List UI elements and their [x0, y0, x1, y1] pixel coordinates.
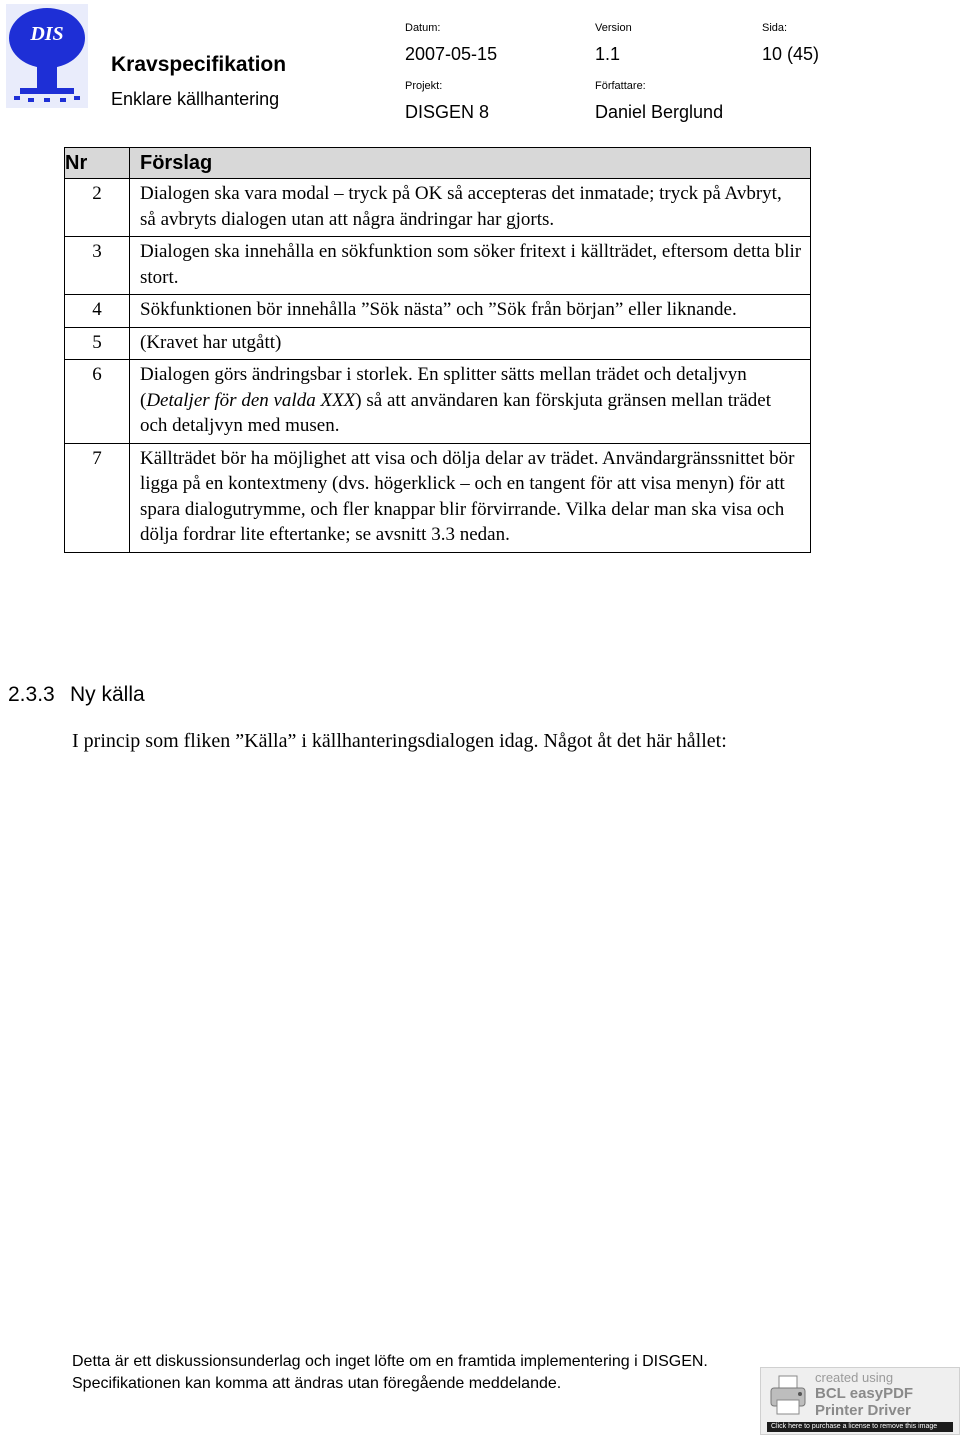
row-text: Dialogen ska innehålla en sökfunktion som söker fritext i källträdet, eftersom detta blir stort. [130, 237, 811, 295]
section-number: 2.3.3 [8, 683, 55, 706]
row-text-part: ) så att användaren kan förskjuta gränsen mellan trädet och detaljvyn med musen. [140, 389, 772, 436]
section-title: Ny källa [70, 683, 145, 706]
row-number: 6 [65, 360, 130, 444]
document-title: Kravspecifikation [111, 53, 287, 76]
badge-line: BCL easyPDF [815, 1385, 914, 1402]
badge-purchase-link[interactable]: Click here to purchase a license to remove this image [767, 1422, 953, 1432]
badge-line: Printer Driver [815, 1402, 911, 1419]
row-number: 2 [65, 179, 130, 237]
column-header-proposal: Förslag [130, 148, 811, 179]
row-text: Dialogen ska vara modal – tryck på OK så accepteras det inmatade; tryck på Avbryt, så avbryts dialogen utan att några ändringar har gjorts. [130, 179, 811, 237]
printer-icon [769, 1374, 809, 1418]
row-text-italic: Detaljer för den valda XXX [146, 389, 356, 411]
project-value: DISGEN 8 [405, 102, 490, 122]
footer-line: Detta är ett diskussionsunderlag och inget löfte om en framtida implementering i DISGEN. [72, 1353, 708, 1370]
table-header-row [65, 148, 811, 179]
row-text: Källträdet bör ha möjlighet att visa och dölja delar av trädet. Användargränssnittet bör ligga på en kontextmeny (dvs. högerklick – och en tangent för att visa menyn) för att spara dialogutrymme, och fler knappar blir förvirrande. Vilka delar man ska visa och dölja fordrar lite eftertanke; se avsnitt 3.3 nedan. [130, 443, 811, 552]
table-row [65, 443, 811, 552]
version-value: 1.1 [595, 44, 621, 64]
project-label: Projekt: [405, 80, 443, 92]
requirements-table [64, 147, 811, 553]
row-number: 4 [65, 295, 130, 328]
footer-line: Specifikationen kan komma att ändras utan föregående meddelande. [72, 1375, 562, 1392]
easypdf-watermark-badge[interactable] [760, 1367, 960, 1435]
table-row [65, 360, 811, 444]
row-text: Sökfunktionen bör innehålla ”Sök nästa” och ”Sök från början” eller liknande. [130, 295, 811, 328]
row-number: 7 [65, 443, 130, 552]
section-heading [8, 683, 145, 707]
page-value: 10 (45) [762, 44, 820, 64]
row-text [130, 360, 811, 444]
column-header-nr: Nr [65, 148, 130, 179]
page-label: Sida: [762, 22, 788, 34]
badge-line: created using [815, 1370, 894, 1385]
row-number: 5 [65, 327, 130, 360]
author-label: Författare: [595, 80, 646, 92]
table-row [65, 237, 811, 295]
dis-logo [6, 4, 88, 108]
row-number: 3 [65, 237, 130, 295]
section-body: I princip som fliken ”Källa” i källhanteringsdialogen idag. Något åt det här hållet: [72, 730, 727, 752]
footer-disclaimer [72, 1351, 708, 1395]
date-value: 2007-05-15 [405, 44, 498, 64]
row-text: (Kravet har utgått) [130, 327, 811, 360]
table-row [65, 327, 811, 360]
document-subtitle: Enklare källhantering [111, 89, 280, 109]
date-label: Datum: [405, 22, 441, 34]
table-row [65, 295, 811, 328]
version-label: Version [595, 22, 632, 34]
author-value: Daniel Berglund [595, 102, 724, 122]
logo-text: DIS [30, 23, 64, 45]
table-row [65, 179, 811, 237]
row-text-part: Dialogen görs ändringsbar i storlek. En splitter sätts mellan trädet och detaljvyn ( [140, 364, 747, 411]
